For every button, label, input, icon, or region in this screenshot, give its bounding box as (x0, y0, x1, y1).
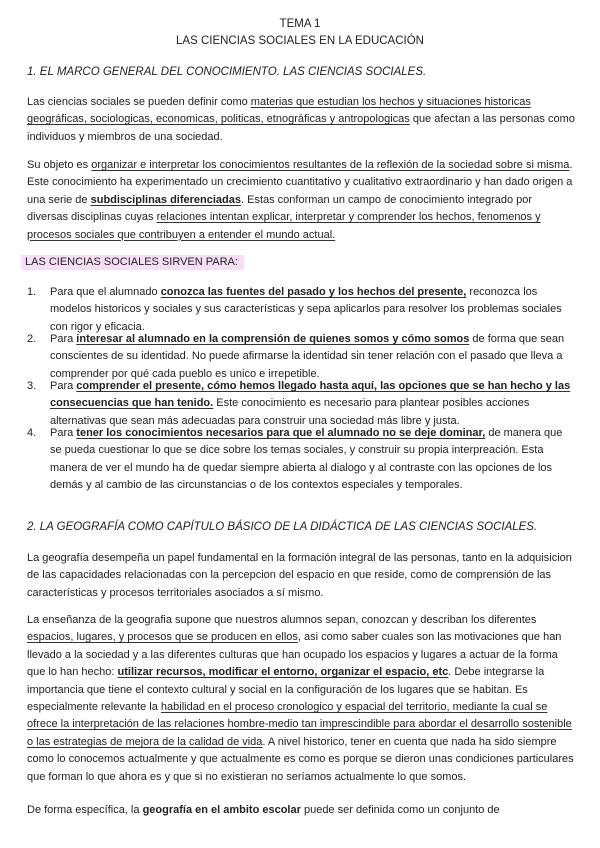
list-number: 2. (27, 333, 37, 345)
section-heading-2: 2. LA GEOGRAFÍA COMO CAPÍTULO BÁSICO DE LA DIDÁCTICA DE LAS CIENCIAS SOCIALES. (27, 521, 538, 533)
paragraph-geography-school: De forma específica, la geografía en el ambito escolar puede ser definida como un conjunto de (27, 804, 500, 816)
paragraph-geography-role: La geografía desempeña un papel fundamental en la formación integral de las personas, tanto en la adquisicion de las capacidades relacionadas con la percepcion del espacio en que reside, como de comprensión de las características y procesos territoriales asociados a sí mismo. (27, 552, 572, 599)
list-number: 4. (27, 427, 37, 439)
doc-title-topic: TEMA 1 (279, 18, 321, 30)
bold-underlined-text: conozca las fuentes del pasado y los hechos del presente, (160, 286, 467, 298)
underlined-text: materias que estudian los hechos y situaciones historicas geográficas, sociologicas, economicas, politicas, etnográficas y antropologicas (27, 96, 531, 126)
underlined-text: relaciones intentan explicar, interpretar y comprender los hechos, fenomenos y procesos sociales que contribuyen a entender el mundo actual. (27, 211, 541, 241)
bold-underlined-text: utilizar recursos, modificar el entorno, organizar el espacio, etc (117, 666, 449, 679)
underlined-text: espacios, lugares, y procesos que se producen en ellos (27, 631, 298, 644)
list-number: 3. (27, 380, 37, 392)
doc-title: LAS CIENCIAS SOCIALES EN LA EDUCACIÓN (176, 35, 424, 47)
bold-underlined-text: tener los conocimientos necesarios para que el alumnado no se deje dominar, (76, 427, 486, 439)
bold-underlined-text: subdisciplinas diferenciadas (90, 193, 241, 206)
underlined-text: organizar e interpretar los conocimientos resultantes de la reflexión de la sociedad sobre si misma (91, 159, 570, 171)
highlighted-heading: LAS CIENCIAS SOCIALES SIRVEN PARA: (21, 255, 244, 270)
bold-text: geografía en el ambito escolar (142, 804, 301, 816)
paragraph-object: Su objeto es organizar e interpretar los conocimientos resultantes de la reflexión de la sociedad sobre si misma. Este conocimiento ha experimentado un crecimiento cuantitativo y cualitativo extraordinario y han dado origen a una serie de subdisciplinas diferenciadas. Estas conforman un campo de conocimiento integrado por diversas disciplinas cuyas relaciones intentan explicar, interpretar y comprender los hechos, fenomenos y procesos sociales que contribuyen a entender el mundo actual. (27, 159, 573, 241)
bold-underlined-text: interesar al alumnado en la comprensión de quienes somos y cómo somos (76, 333, 470, 345)
section-heading-1: 1. EL MARCO GENERAL DEL CONOCIMIENTO. LAS CIENCIAS SOCIALES. (27, 66, 427, 78)
paragraph-geography-teaching: La enseñanza de la geografia supone que nuestros alumnos sepan, conozcan y describan los diferentes espacios, lugares, y procesos que se producen en ellos, asi como saber cuales son las motivaciones que han llevado a la sociedad y a las diferentes culturas que han ocupado los espacios y lugares a actuar de la forma que lo han hecho: utilizar recursos, modificar el entorno, organizar el espacio, etc. Debe integrarse la importancia que tiene el contexto cultural y social en la configuración de los lugares que se habitan. Es especialmente relevante la habilidad en el proceso cronologico y espacial del territorio, mediante la cual se ofrece la interpretación de las relaciones hombre-medio tan imprescindible para abordar el desarrollo sostenible o las estrategias de mejora de la calidad de vida. A nivel historico, tener en cuenta que nada ha sido siempre como lo conocemos actualmente y que actualmente es como es porque se dieron unas condiciones particulares que forman lo que ahora es y que si no existieran no seríamos actualmente lo que somos. (27, 614, 574, 783)
underlined-text: habilidad en el proceso cronologico y espacial del territorio, mediante la cual se ofrece la interpretación de las relaciones hombre-medio tan imprescindible para abordar el desarrollo sostenible o las estrategias de mejora de la calidad de vida (27, 701, 572, 748)
list-number: 1. (27, 286, 37, 298)
document-page: TEMA 1 LAS CIENCIAS SOCIALES EN LA EDUCACIÓN 1. EL MARCO GENERAL DEL CONOCIMIENTO. LAS CIENCIAS SOCIALES. Las ciencias sociales se pueden definir como materias que estudian los hechos y situaciones historicas geográficas, sociologicas, economicas, politicas, etnográficas y antropologicas que afectan a las personas como individuos y miembros de una sociedad. Su objeto es organizar e interpretar los conocimientos resultantes de la reflexión de la sociedad sobre si misma. Este conocimiento ha experimentado un crecimiento cuantitativo y cualitativo extraordinario y han dado origen a una serie de subdisciplinas diferenciadas. Estas conforman un campo de conocimiento integrado por diversas disciplinas cuyas relaciones intentan explicar, interpretar y comprender los hechos, fenomenos y procesos sociales que contribuyen a entender el mundo actual. LAS CIENCIAS SOCIALES SIRVEN PARA: 1. Para que el alumnado conozca las fuentes del pasado y los hechos del presente, reconozca los modelos historicos y sociales y sus características y sepa aplicarlos para resolver los problemas sociales con rigor y eficacia. 2. Para interesar al alumnado en la comprensión de quienes somos y cómo somos de forma que sean conscientes de su identidad. No puede afirmarse la identidad sin tener relación con el pasado que lleva a comprender por qué cada pueblo es unico e irrepetible. 3. Para comprender el presente, cómo hemos llegado hasta aquí, las opciones que se han hecho y las consecuencias que han tenido. Este conocimiento es necesario para plantear posibles acciones alternativas que sean más adecuadas para construir una sociedad más libre y justa. 4. Para tener los conocimientos necesarios para que el alumnado no se deje dominar, de manera que se pueda cuestionar lo que se dice sobre los temas sociales, y construir su propia interpreación. Esta manera de ver el mundo ha de quedar siempre abierta al dialogo y al contraste con las opciones de los demás y al cambio de las circunstancias o de los contextos especiales y temporales. 2. LA GEOGRAFÍA COMO CAPÍTULO BÁSICO DE LA DIDÁCTICA DE LAS CIENCIAS SOCIALES. La geografía desempeña un papel fundamental en la formación integral de las personas, tanto en la adquisicion de las capacidades relacionadas con la percepcion del espacio en que reside, como de comprensión de las características y procesos territoriales asociados a sí mismo. La enseñanza de la geografia supone que nuestros alumnos sepan, conozcan y describan los diferentes espacios, lugares, y procesos que se producen en ellos, asi como saber cuales son las motivaciones que han llevado a la sociedad y a las diferentes culturas que han ocupado los espacios y lugares a actuar de la forma que lo han hecho: utilizar recursos, modificar el entorno, organizar el espacio, etc. Debe integrarse la importancia que tiene el contexto cultural y social en la configuración de los lugares que se habitan. Es especialmente relevante la habilidad en el proceso cronologico y espacial del territorio, mediante la cual se ofrece la interpretación de las relaciones hombre-medio tan imprescindible para abordar el desarrollo sostenible o las estrategias de mejora de la calidad de vida. A nivel historico, tener en cuenta que nada ha sido siempre como lo conocemos actualmente y que actualmente es como es porque se dieron unas condiciones particulares que forman lo que ahora es y que si no existieran no seríamos actualmente lo que somos. De forma específica, la geografía en el ambito escolar puede ser definida como un conjunto de (0, 0, 600, 848)
bold-underlined-text: comprender el presente, cómo hemos llegado hasta aquí, las opciones que se han hecho y las consecuencias que han tenido. (50, 380, 571, 410)
paragraph-definition: Las ciencias sociales se pueden definir como materias que estudian los hechos y situaciones historicas geográficas, sociologicas, economicas, politicas, etnográficas y antropologicas que afectan a las personas como individuos y miembros de una sociedad. (27, 96, 575, 143)
